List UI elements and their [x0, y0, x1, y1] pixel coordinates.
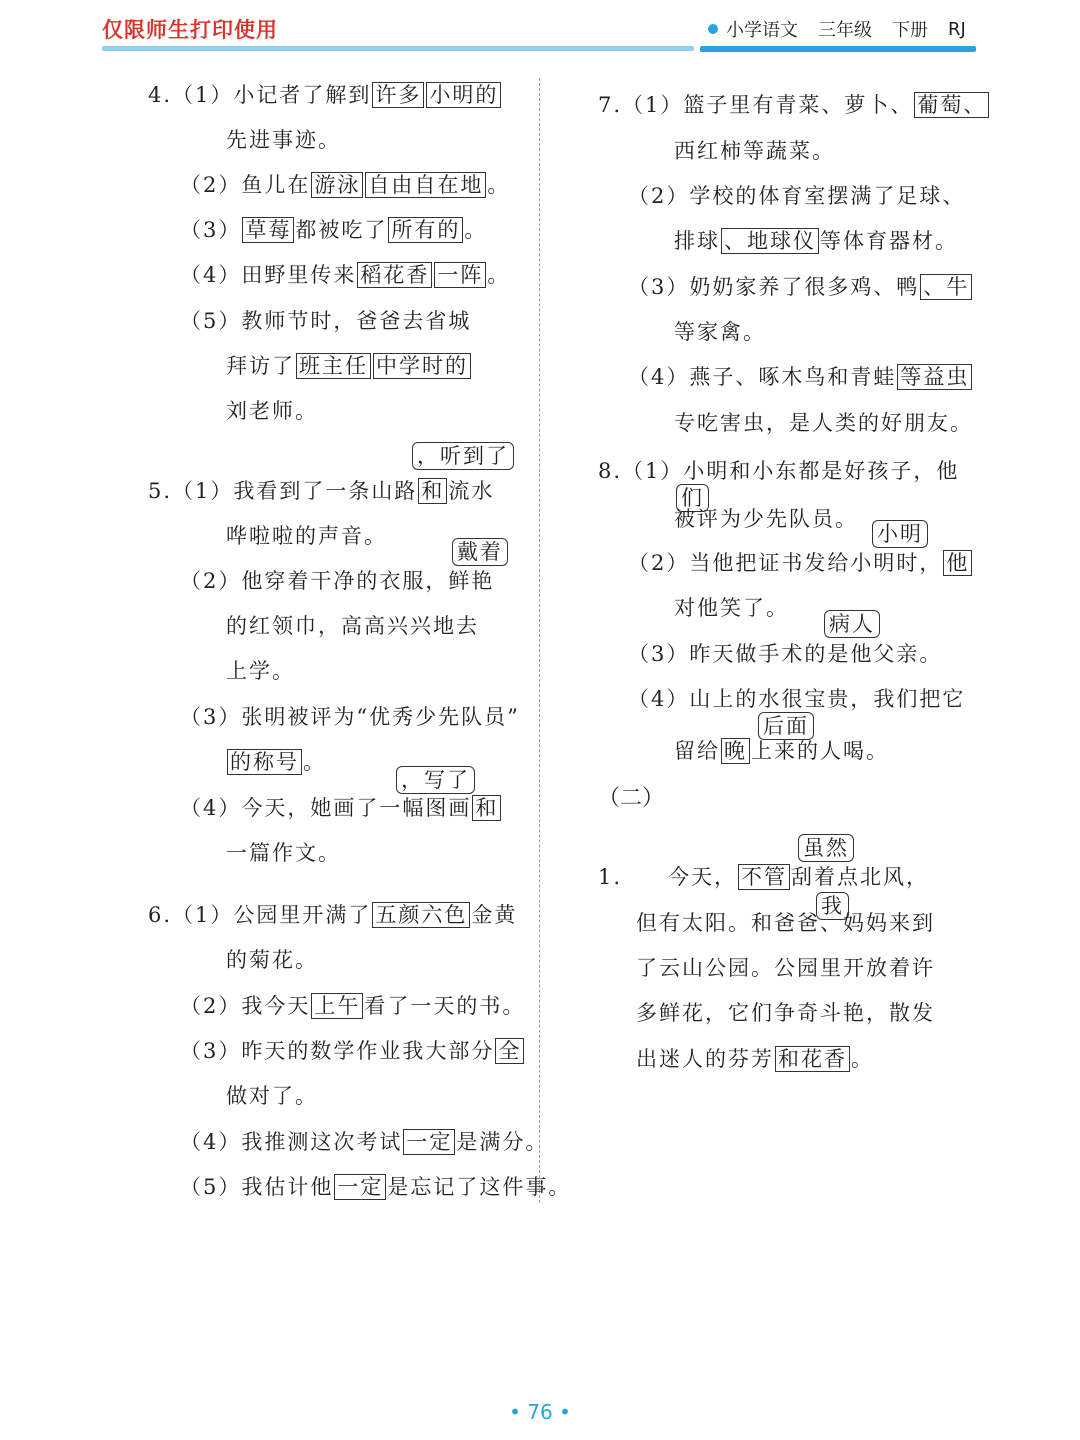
q4-line-4 — [180, 215, 487, 245]
correction-box: 他 — [943, 550, 972, 576]
text: （3）奶奶家养了很多鸡、鸭 — [628, 275, 920, 299]
correction-box: 、牛 — [920, 274, 972, 300]
text: 拜访了 — [226, 354, 295, 378]
q7-line-4 — [674, 226, 958, 256]
q5-line-2: 哗啦啦的声音。 — [226, 524, 387, 548]
para-line-3: 了云山公园。公园里开放着许 — [636, 956, 935, 980]
text: （2）鱼儿在 — [180, 173, 311, 197]
text: （2）当他把证书发给小明时， — [628, 551, 943, 575]
book-info — [708, 16, 966, 42]
text: 7.（1）篮子里有青菜、萝卜、 — [598, 93, 914, 117]
text: 5.（1）我看到了一条山路 — [148, 479, 418, 503]
text: 是忘记了这件事。 — [387, 1175, 572, 1199]
insertion-mark: ，写了 — [396, 766, 475, 794]
correction-box: 稻花香 — [357, 262, 432, 288]
correction-box: 五颜六色 — [372, 902, 470, 928]
text: 4.（1）小记者了解到 — [148, 83, 372, 107]
correction-box: 不管 — [738, 864, 790, 890]
text: 。 — [851, 1047, 874, 1071]
correction-box: 、地球仪 — [721, 228, 819, 254]
q8-line-4: 对他笑了。 — [674, 596, 789, 620]
text: （3） — [180, 218, 242, 242]
page-header — [0, 0, 1080, 60]
grade-label: 三年级 — [818, 20, 872, 41]
correction-box: 和花香 — [775, 1046, 850, 1072]
text: 是他父亲。 — [827, 642, 943, 666]
q8-line-7 — [674, 736, 889, 766]
correction-box: 和 — [472, 795, 501, 821]
text: （3）昨天的数学作业我大部分 — [180, 1039, 495, 1063]
q5-line-4: 的红领巾，高高兴兴地去 — [226, 614, 479, 638]
correction-box: 全 — [495, 1038, 524, 1064]
text: （4）我推测这次考试 — [180, 1130, 403, 1154]
correction-box: 小明的 — [426, 82, 501, 108]
para-line-5 — [636, 1044, 874, 1074]
q7-line-7 — [628, 362, 973, 392]
text: 留给 — [674, 739, 720, 763]
text: 。 — [464, 218, 488, 242]
text: 上来的人喝。 — [751, 739, 889, 763]
para-line-1 — [598, 862, 929, 892]
correction-box: 一定 — [403, 1129, 455, 1155]
q8-line-3 — [628, 548, 973, 578]
text: 1. 今天， — [598, 865, 738, 889]
para-line-2: 但有太阳。和爸爸、妈妈来到 — [636, 911, 935, 935]
text: 刮着点北风， — [791, 865, 930, 889]
q5-line-6: （3）张明被评为“优秀少先队员” — [180, 705, 520, 729]
q5-line-1 — [148, 476, 494, 506]
correction-box: 中学时的 — [373, 353, 471, 379]
q4-line-2: 先进事迹。 — [226, 128, 341, 152]
q6-line-1 — [148, 900, 517, 930]
text: 6.（1）公园里开满了 — [148, 903, 372, 927]
insertion-mark: 虽然 — [798, 834, 854, 862]
text: （4）田野里传来 — [180, 263, 357, 287]
text: （2）我今天 — [180, 994, 311, 1018]
text: 等体育器材。 — [820, 229, 958, 253]
q4-line-5 — [180, 260, 510, 290]
correction-box: 草莓 — [242, 217, 294, 243]
text: 是满分。 — [456, 1130, 549, 1154]
q7-line-8: 专吃害虫，是人类的好朋友。 — [674, 411, 973, 435]
q5-line-9: 一篇作文。 — [226, 841, 341, 865]
insertion-mark: 病人 — [824, 610, 880, 638]
q4-line-8: 刘老师。 — [226, 399, 318, 423]
q8-line-1: 8.（1）小明和小东都是好孩子，他 — [598, 459, 960, 483]
q4-line-3 — [180, 170, 510, 200]
correction-box: 晚 — [721, 738, 750, 764]
q6-line-4 — [180, 1036, 525, 1066]
text: （5）我估计他 — [180, 1175, 334, 1199]
page-number: • 76 • — [509, 1400, 571, 1424]
q7-line-6: 等家禽。 — [674, 320, 766, 344]
q5-line-5: 上学。 — [226, 659, 295, 683]
subject-label: 小学语文 — [726, 20, 798, 41]
insertion-mark: 戴着 — [452, 538, 508, 566]
text: 排球 — [674, 229, 720, 253]
text: 流水 — [448, 479, 495, 503]
q7-line-3: （2）学校的体育室摆满了足球、 — [628, 184, 966, 208]
q7-line-2: 西红柿等蔬菜。 — [674, 139, 835, 163]
q6-line-2: 的菊花。 — [226, 948, 318, 972]
text: 金黄 — [471, 903, 518, 927]
q8-line-6: （4）山上的水很宝贵，我们把它 — [628, 687, 966, 711]
insertion-mark: 我 — [816, 892, 849, 920]
q4-line-6: （5）教师节时，爸爸去省城 — [180, 309, 472, 333]
q5-line-7 — [226, 747, 326, 777]
correction-box: 一定 — [334, 1174, 386, 1200]
correction-box: 上午 — [311, 993, 363, 1019]
insertion-mark: ，听到了 — [412, 442, 514, 470]
q7-line-1 — [598, 90, 990, 120]
q5-line-3: （2）他穿着干净的衣服，鲜艳 — [180, 569, 495, 593]
correction-box: 游泳 — [311, 172, 363, 198]
q4-line-7 — [226, 351, 472, 381]
insertion-mark: 们 — [676, 484, 709, 512]
insertion-mark: 后面 — [758, 712, 814, 740]
text: 。 — [303, 750, 326, 774]
text: （4）今天，她画了一幅图画 — [180, 796, 472, 820]
q8-line-2: 被评为少先队员。 — [674, 507, 858, 531]
text: 都被吃了 — [295, 218, 388, 242]
q6-line-7 — [180, 1172, 571, 1202]
text: 看了一天的书。 — [364, 994, 526, 1018]
text: （3）昨天做手术的 — [628, 642, 828, 666]
para-line-4: 多鲜花，它们争奇斗艳，散发 — [636, 1001, 935, 1025]
text: 。 — [487, 263, 511, 287]
correction-box: 自由自在地 — [365, 172, 486, 198]
edition-label: RJ — [948, 18, 966, 40]
q8-line-5 — [628, 639, 942, 669]
section-heading: （二） — [598, 786, 665, 811]
q7-line-5 — [628, 272, 973, 302]
q5-line-8 — [180, 793, 502, 823]
column-divider — [539, 78, 540, 1203]
q6-line-6 — [180, 1127, 548, 1157]
volume-label: 下册 — [892, 20, 928, 41]
correction-box: 班主任 — [296, 353, 371, 379]
header-rule-right — [700, 46, 976, 52]
header-rule-left — [102, 46, 694, 51]
insertion-mark: 小明 — [872, 520, 928, 548]
correction-box: 许多 — [372, 82, 424, 108]
text: （4）燕子、啄木鸟和青蛙 — [628, 365, 897, 389]
correction-box: 的称号 — [227, 749, 302, 775]
correction-box: 一阵 — [434, 262, 486, 288]
correction-box: 和 — [418, 478, 447, 504]
text: 。 — [487, 173, 511, 197]
correction-box: 等益虫 — [897, 364, 972, 390]
q4-line-1 — [148, 80, 502, 110]
q6-line-5: 做对了。 — [226, 1084, 318, 1108]
bullet-dot-icon — [708, 24, 718, 34]
correction-box: 所有的 — [388, 217, 463, 243]
correction-box: 葡萄、 — [914, 92, 989, 118]
print-notice: 仅限师生打印使用 — [102, 18, 278, 42]
text: 出迷人的芬芳 — [636, 1047, 774, 1071]
q6-line-3 — [180, 991, 525, 1021]
